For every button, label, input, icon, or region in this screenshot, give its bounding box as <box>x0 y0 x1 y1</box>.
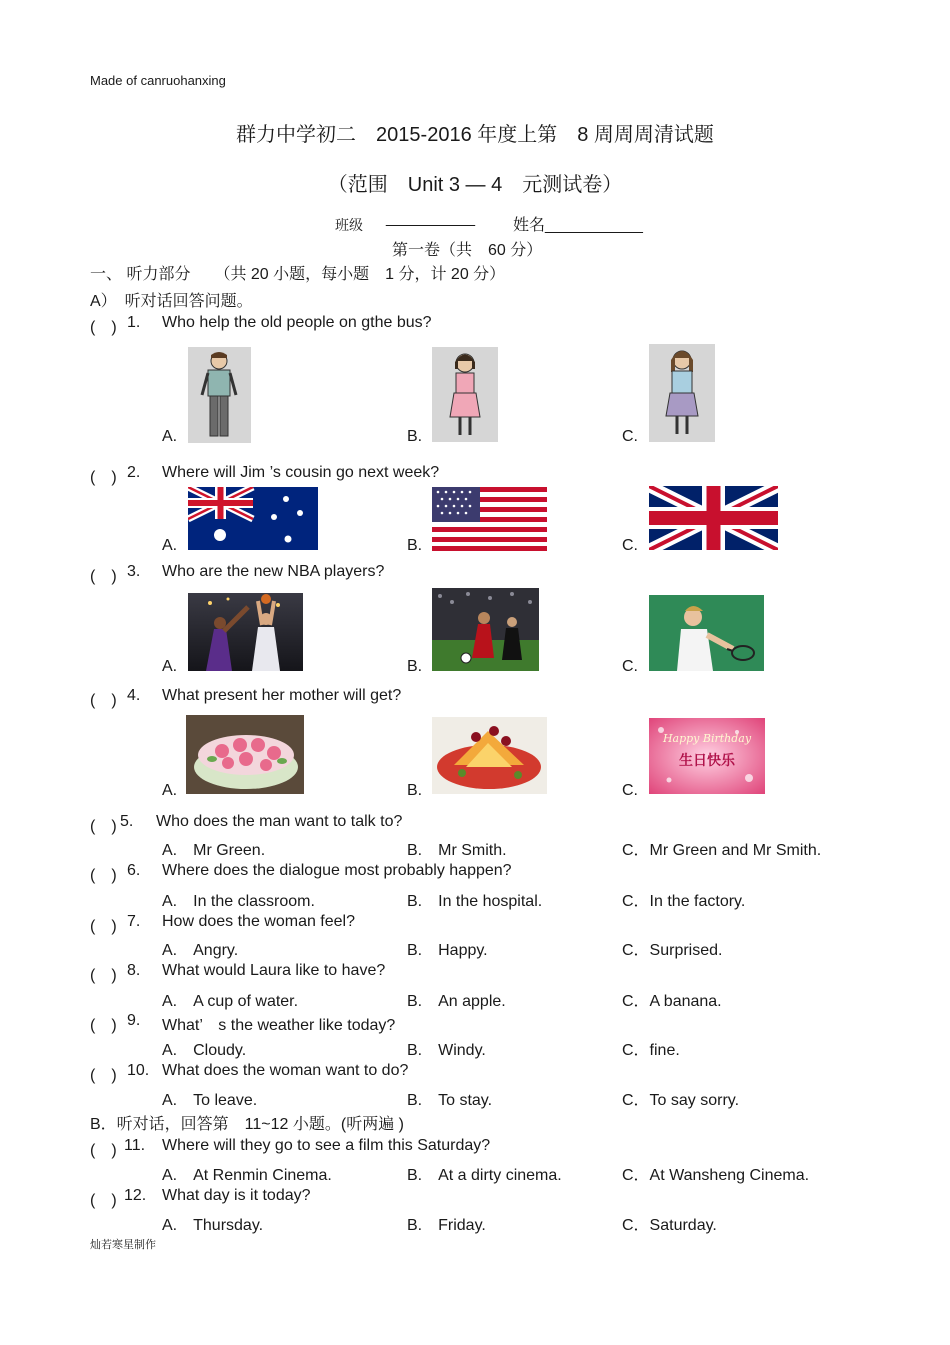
exam-subtitle: （范围 Unit 3 — 4 元测试卷） <box>327 174 623 196</box>
answer-paren: ( ) <box>90 1067 117 1084</box>
option-a: A. Thursday. <box>162 1217 264 1234</box>
question-number: 9. <box>127 1012 141 1029</box>
option-b-label: B. <box>407 782 423 799</box>
question-number: 7. <box>127 913 141 930</box>
question-text: Who are the new NBA players? <box>162 563 385 580</box>
option-a: A. Mr Green. <box>162 842 266 859</box>
question-text: What does the woman want to do? <box>162 1062 409 1079</box>
option-b-label: B. <box>407 537 423 554</box>
option-b: B. Mr Smith. <box>407 842 507 859</box>
option-b: B. At a dirty cinema. <box>407 1167 562 1184</box>
option-c: C．To say sorry. <box>622 1092 740 1109</box>
question-text: What would Laura like to have? <box>162 962 386 979</box>
option-b: B. To stay. <box>407 1092 493 1109</box>
answer-paren: ( ) <box>90 469 117 486</box>
option-b: B. Windy. <box>407 1042 486 1059</box>
answer-paren: ( ) <box>90 1017 117 1034</box>
question-number: 10. <box>127 1062 150 1079</box>
option-c-label: C. <box>622 782 638 799</box>
birthday-card-icon <box>649 718 765 794</box>
uk-flag-icon <box>649 486 778 550</box>
australia-flag-icon <box>188 487 318 550</box>
question-text: Where will Jim ’s cousin go next week? <box>162 464 440 481</box>
exam-title: 群力中学初二 2015-2016 年度上第 8 周周周清试题 <box>236 124 714 146</box>
question-number: 6. <box>127 862 141 879</box>
option-c-label: C. <box>622 537 638 554</box>
option-a: A. Angry. <box>162 942 239 959</box>
volume-heading: 第一卷（共 60 分） <box>392 242 543 259</box>
answer-paren: ( ) <box>90 692 117 709</box>
option-c: C．At Wansheng Cinema. <box>622 1167 810 1184</box>
option-b: B. In the hospital. <box>407 893 543 910</box>
answer-paren: ( ) <box>90 867 117 884</box>
question-text: What present her mother will get? <box>162 687 402 704</box>
question-text: Who does the man want to talk to? <box>156 813 403 830</box>
question-number: 11. <box>124 1137 146 1154</box>
option-c: C．In the factory. <box>622 893 746 910</box>
option-c-label: C. <box>622 658 638 675</box>
question-number: 4. <box>127 687 141 704</box>
question-number: 2. <box>127 464 141 481</box>
footer-note: 灿若寒星制作 <box>90 1239 156 1251</box>
question-text: How does the woman feel? <box>162 913 355 930</box>
name-field: 姓名___________ <box>513 217 643 234</box>
option-c: C．A banana. <box>622 993 722 1010</box>
question-number: 8. <box>127 962 141 979</box>
section-heading: 一、 听力部分 （共 20 小题，每小题 1 分，计 20 分） <box>90 266 506 283</box>
option-c-label: C. <box>622 428 638 445</box>
option-c: C．Surprised. <box>622 942 723 959</box>
usa-flag-icon <box>432 487 547 551</box>
soccer-photo-icon <box>432 588 539 671</box>
woman-figure-icon <box>649 344 715 442</box>
class-blank: __________ <box>386 210 475 227</box>
question-number: 3. <box>127 563 141 580</box>
option-a: A. To leave. <box>162 1092 258 1109</box>
answer-paren: ( ) <box>90 1192 117 1209</box>
card-greeting-en: Happy Birthday <box>662 732 752 745</box>
option-a-label: A. <box>162 428 178 445</box>
option-a: A. A cup of water. <box>162 993 299 1010</box>
option-a: A. In the classroom. <box>162 893 315 910</box>
part-b-heading: B．听对话，回答第 11~12 小题。(听两遍 ) <box>90 1116 404 1133</box>
girl-figure-icon <box>432 347 498 442</box>
question-text: What’ s the weather like today? <box>162 1017 396 1034</box>
option-b-label: B. <box>407 658 423 675</box>
answer-paren: ( ) <box>90 967 117 984</box>
question-number: 1. <box>127 314 141 331</box>
part-a-heading: A） 听对话回答问题。 <box>90 293 253 310</box>
class-label: 班级 <box>335 217 363 233</box>
question-text: Who help the old people on gthe bus? <box>162 314 432 331</box>
tennis-photo-icon <box>649 595 764 671</box>
option-b: B. Happy. <box>407 942 488 959</box>
question-text: Where does the dialogue most probably happen? <box>162 862 512 879</box>
basketball-photo-icon <box>188 593 303 671</box>
answer-paren: ( ) <box>90 319 117 336</box>
option-a: A. At Renmin Cinema. <box>162 1167 332 1184</box>
answer-paren: ( ) <box>90 568 117 585</box>
option-a-label: A. <box>162 782 178 799</box>
fruit-plate-photo-icon <box>432 717 547 794</box>
option-a: A. Cloudy. <box>162 1042 247 1059</box>
question-text: What day is it today? <box>162 1187 311 1204</box>
option-b-label: B. <box>407 428 423 445</box>
question-number: 12. <box>124 1187 147 1204</box>
question-number: 5. <box>120 813 134 830</box>
answer-paren: ( ) <box>90 1142 117 1159</box>
answer-paren: ( ) <box>90 818 117 835</box>
option-b: B. An apple. <box>407 993 506 1010</box>
boy-figure-icon <box>188 347 251 443</box>
answer-paren: ( ) <box>90 918 117 935</box>
card-greeting-zh: 生日快乐 <box>679 752 735 768</box>
option-c: C．Saturday. <box>622 1217 717 1234</box>
cake-photo-icon <box>186 715 304 794</box>
question-text: Where will they go to see a film this Saturday? <box>162 1137 491 1154</box>
made-of-note: Made of canruohanxing <box>90 73 226 88</box>
option-a-label: A. <box>162 658 178 675</box>
option-c: C．Mr Green and Mr Smith. <box>622 842 822 859</box>
option-b: B. Friday. <box>407 1217 486 1234</box>
option-a-label: A. <box>162 537 178 554</box>
option-c: C．fine. <box>622 1042 680 1059</box>
